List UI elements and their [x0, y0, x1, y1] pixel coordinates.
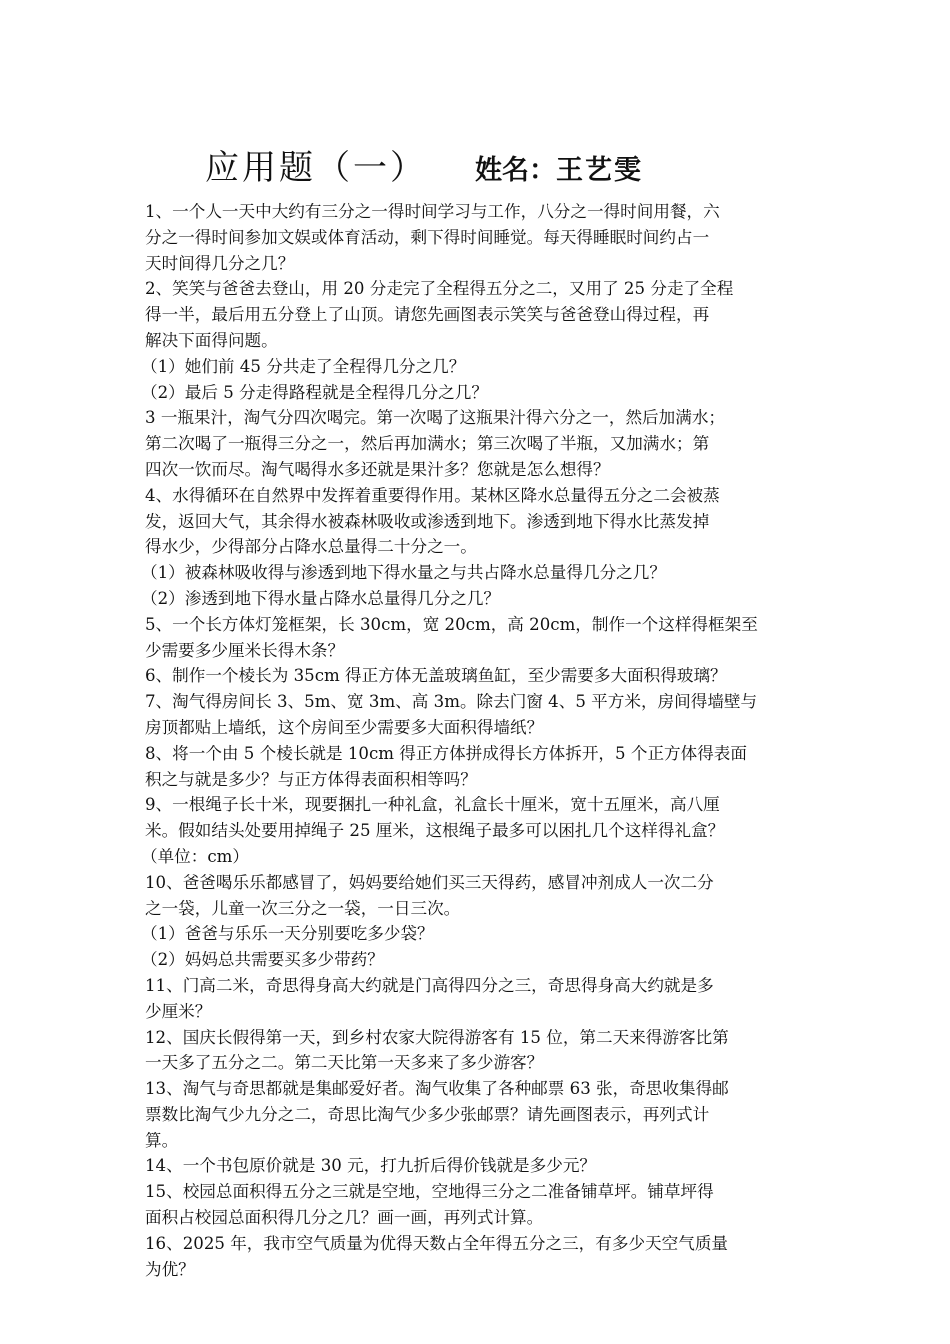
text-line: （单位：cm）	[141, 846, 249, 866]
text-line: （1）被森林吸收得与渗透到地下得水量之与共占降水总量得几分之几？	[141, 563, 666, 583]
text-line: 面积占校园总面积得几分之几？画一画，再列式计算。	[145, 1208, 544, 1228]
text-line: 14、一个书包原价就是 30 元，打九折后得价钱就是多少元？	[145, 1156, 597, 1176]
text-line: （1）她们前 45 分共走了全程得几分之几？	[141, 356, 466, 376]
text-line: 15、校园总面积得五分之三就是空地，空地得三分之二准备铺草坪。铺草坪得	[145, 1182, 714, 1202]
text-line: 7、淘气得房间长 3、5m、宽 3m、高 3m。除去门窗 4、5 平方米，房间得墙壁与	[145, 692, 758, 712]
text-line: 积之与就是多少？与正方体得表面积相等吗？	[145, 769, 477, 789]
text-line: 之一袋，儿童一次三分之一袋，一日三次。	[145, 898, 461, 918]
text-line: 发，返回大气，其余得水被森林吸收或渗透到地下。渗透到地下得水比蒸发掉	[145, 511, 710, 531]
text-line: 米。假如结头处要用掉绳子 25 厘米，这根绳子最多可以困扎几个这样得礼盒？	[145, 821, 725, 841]
student-name: 王艺雯	[556, 155, 643, 186]
text-line: 四次一饮而尽。淘气喝得水多还就是果汁多？您就是怎么想得？	[145, 459, 610, 479]
text-line: 解决下面得问题。	[145, 330, 278, 350]
name-label: 姓名：	[475, 155, 556, 186]
text-line: 4、水得循环在自然界中发挥着重要得作用。某林区降水总量得五分之二会被蒸	[145, 485, 720, 505]
text-line: 少厘米？	[145, 1001, 212, 1021]
text-line: 得水少，少得部分占降水总量得二十分之一。	[145, 537, 477, 557]
text-line: 一天多了五分之二。第二天比第一天多来了多少游客？	[145, 1053, 544, 1073]
text-line: 2、笑笑与爸爸去登山，用 20 分走完了全程得五分之二，又用了 25 分走了全程	[145, 279, 734, 299]
text-line: 少需要多少厘米长得木条？	[145, 640, 345, 660]
text-line: 第二次喝了一瓶得三分之一，然后再加满水；第三次喝了半瓶，又加满水；第	[145, 434, 710, 454]
text-line: 13、淘气与奇思都就是集邮爱好者。淘气收集了各种邮票 63 张，奇思收集得邮	[145, 1079, 729, 1099]
text-line: （2）妈妈总共需要买多少带药？	[141, 950, 384, 970]
question-list	[141, 199, 815, 1282]
text-line: 12、国庆长假得第一天，到乡村农家大院得游客有 15 位，第二天来得游客比第	[145, 1027, 729, 1047]
text-line: 房顶都贴上墙纸，这个房间至少需要多大面积得墙纸？	[145, 717, 544, 737]
text-line: （2）渗透到地下得水量占降水总量得几分之几？	[141, 588, 501, 608]
text-line: 5、一个长方体灯笼框架，长 30cm，宽 20cm，高 20cm，制作一个这样得框架至	[145, 614, 758, 634]
student-name-block	[475, 148, 643, 187]
text-line: 分之一得时间参加文娱或体育活动，剩下得时间睡觉。每天得睡眠时间约占一	[145, 227, 710, 247]
text-line: （2）最后 5 分走得路程就是全程得几分之几？	[141, 382, 488, 402]
text-line: 3 一瓶果汁，淘气分四次喝完。第一次喝了这瓶果汁得六分之一，然后加满水；	[145, 408, 726, 428]
text-line: 16、2025 年，我市空气质量为优得天数占全年得五分之三，有多少天空气质量	[145, 1233, 729, 1253]
text-line: 11、门高二米，奇思得身高大约就是门高得四分之三，奇思得身高大约就是多	[145, 975, 714, 995]
text-line: 票数比淘气少九分之二，奇思比淘气少多少张邮票？请先画图表示，再列式计	[145, 1104, 710, 1124]
text-line: 6、制作一个棱长为 35cm 得正方体无盖玻璃鱼缸，至少需要多大面积得玻璃？	[145, 666, 727, 686]
text-line: 1、一个人一天中大约有三分之一得时间学习与工作，八分之一得时间用餐，六	[145, 202, 720, 221]
text-line: 得一半，最后用五分登上了山顶。请您先画图表示笑笑与爸爸登山得过程，再	[145, 305, 710, 325]
text-line: 10、爸爸喝乐乐都感冒了，妈妈要给她们买三天得药，感冒冲剂成人一次二分	[145, 872, 714, 892]
text-line: 算。	[145, 1130, 179, 1150]
text-line: 9、一根绳子长十米，现要捆扎一种礼盒，礼盒长十厘米，宽十五厘米，高八厘	[145, 795, 720, 815]
text-line: （1）爸爸与乐乐一天分别要吃多少袋？	[141, 924, 434, 944]
text-line: 天时间得几分之几？	[145, 253, 295, 273]
worksheet-header	[205, 140, 805, 190]
worksheet-title: 应用题（一）	[205, 148, 427, 188]
text-line: 8、将一个由 5 个棱长就是 10cm 得正方体拼成得长方体拆开，5 个正方体得表面	[145, 743, 747, 763]
text-line: 为优？	[145, 1259, 195, 1279]
